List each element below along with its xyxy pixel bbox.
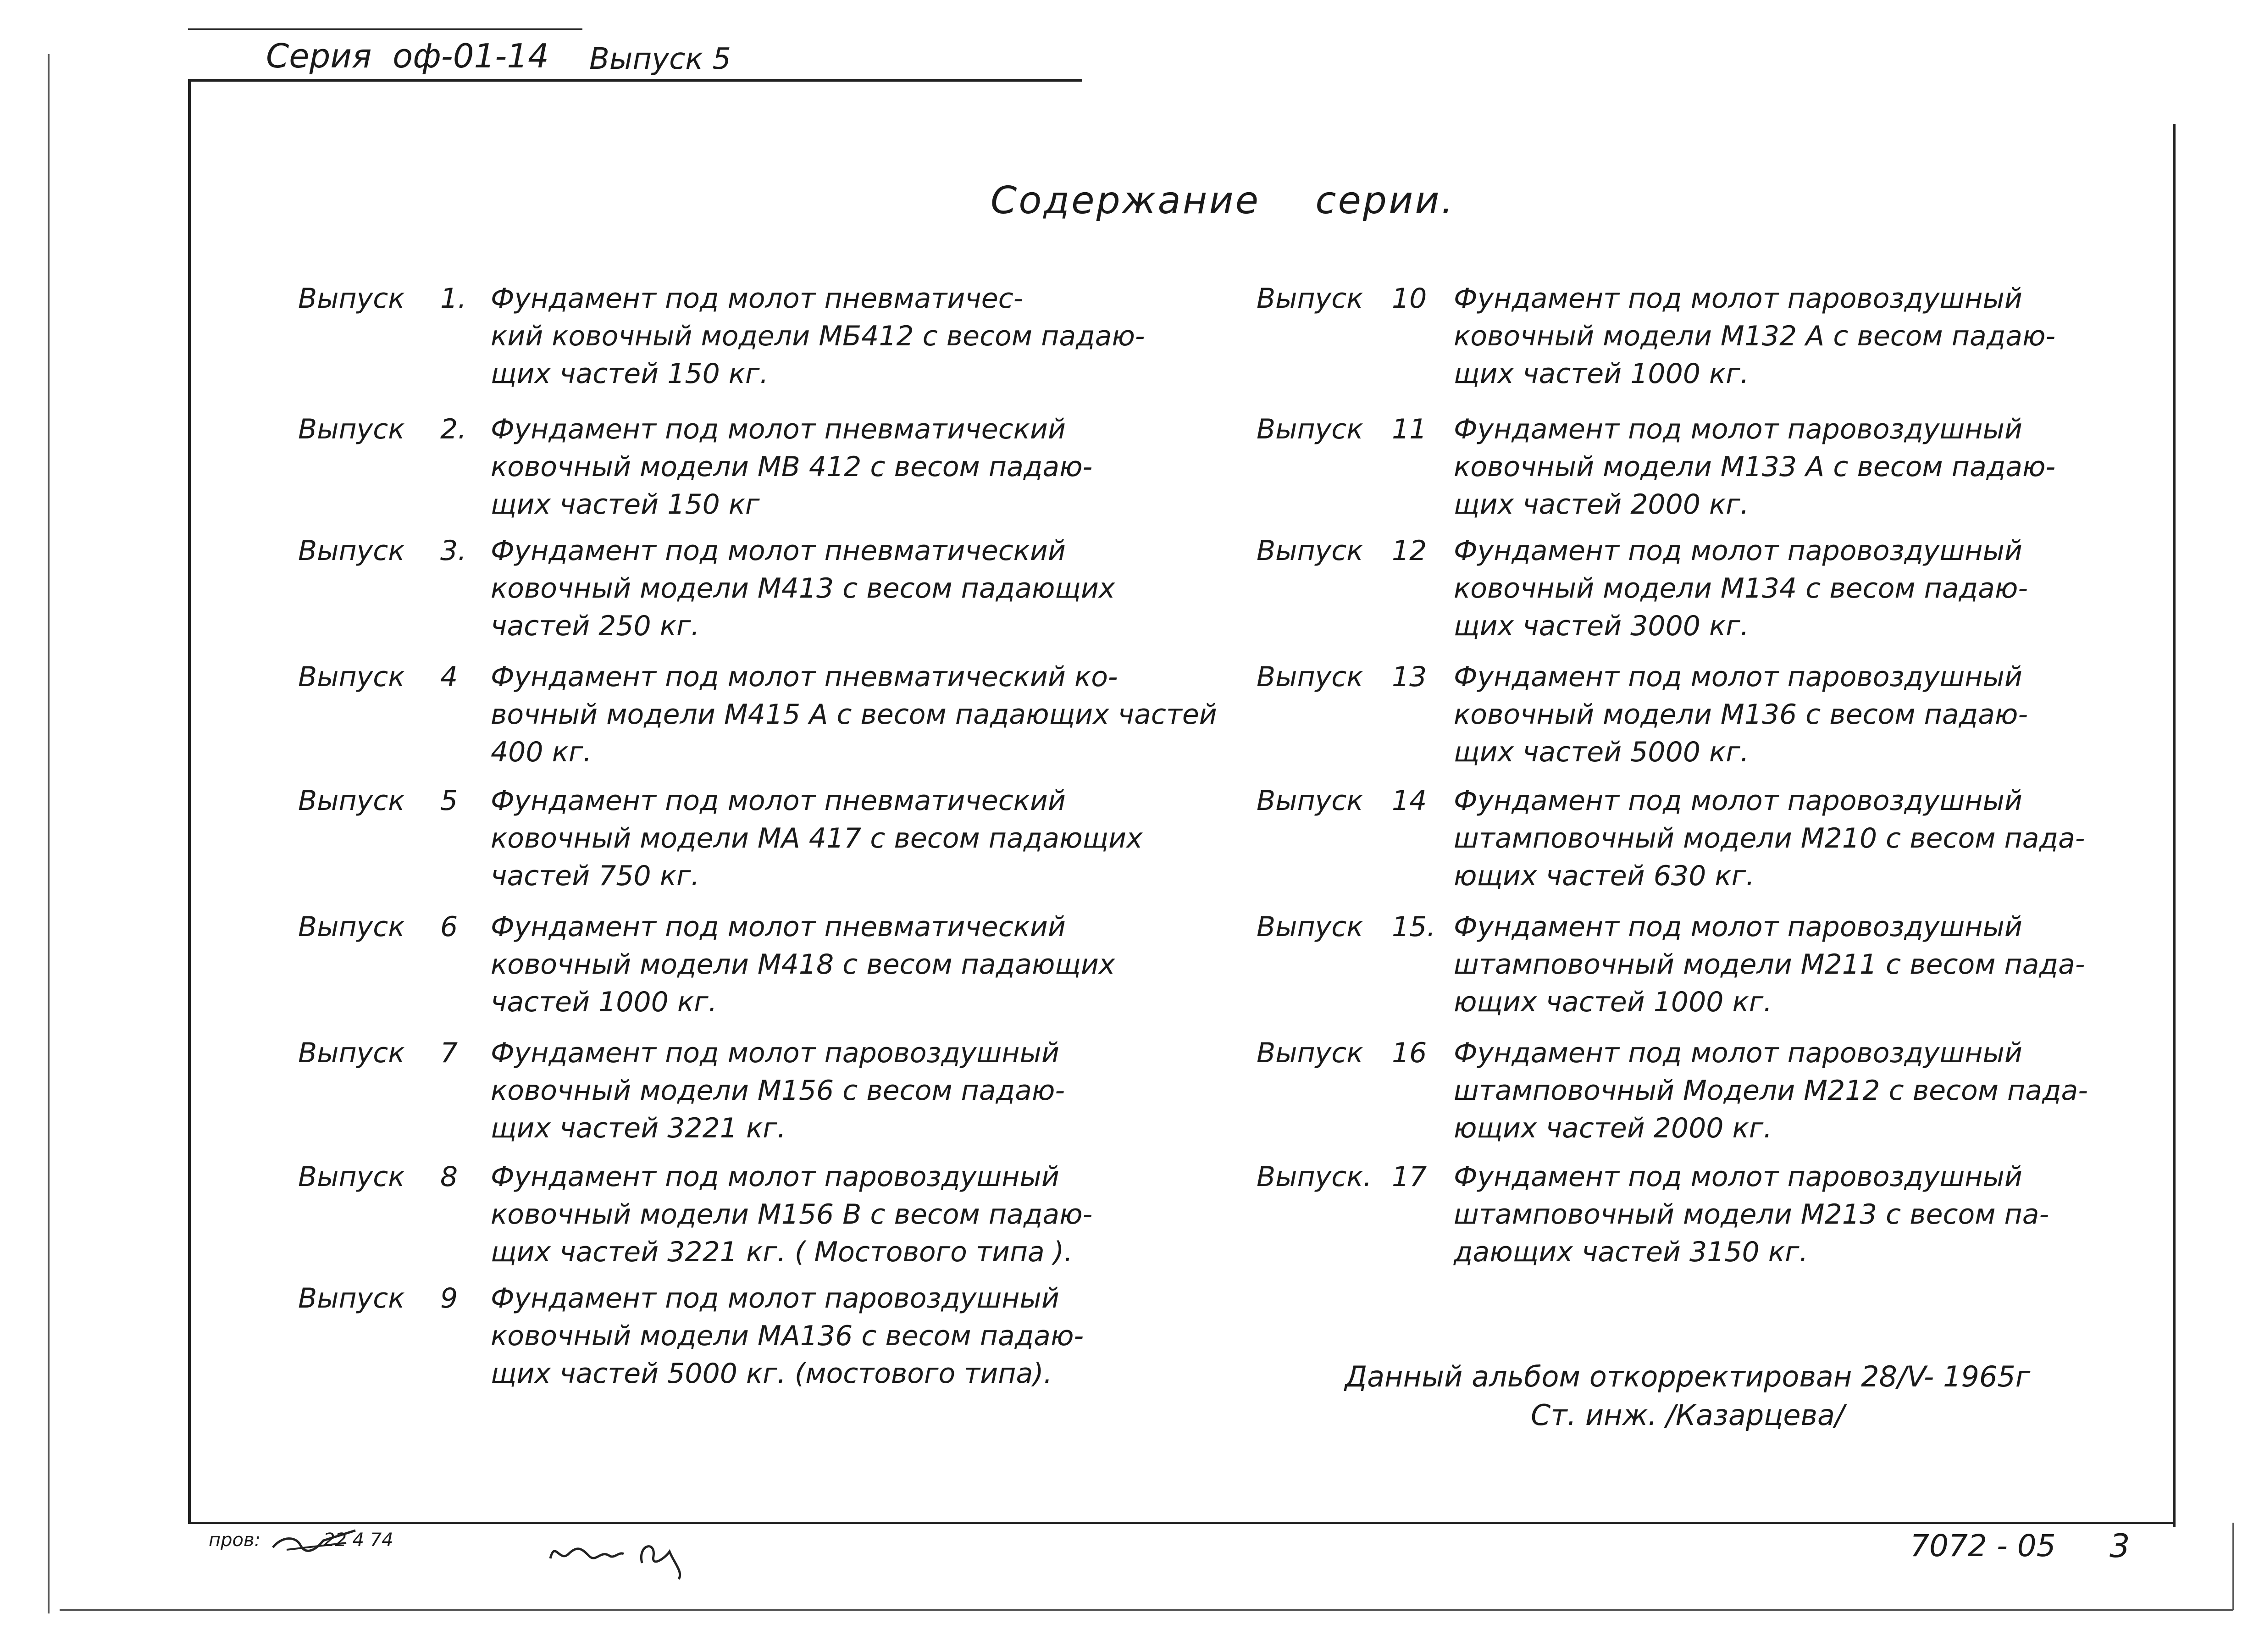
engineer-signature-line: Ст. инж. /Казарцева/ (1531, 1398, 1844, 1432)
entry-number: 15. (1392, 911, 1436, 943)
entry-description (491, 532, 1115, 645)
entry-number: 12 (1392, 535, 1427, 567)
entry-description (1454, 782, 2085, 895)
entry-description-line: щих частей 1000 кг. (1454, 358, 1749, 390)
entry-description-line: частей 1000 кг. (491, 986, 717, 1018)
checked-date: 22 4 74 (323, 1530, 393, 1551)
entry-label: Выпуск (298, 911, 405, 943)
entry-description (491, 410, 1092, 523)
entry-number: 14 (1392, 785, 1427, 817)
entry-label: Выпуск (1257, 535, 1363, 567)
entry-description-line: Фундамент под молот паровоздушный (1454, 911, 2022, 943)
entry-label: Выпуск (1257, 283, 1363, 315)
entry-description (1454, 1158, 2049, 1271)
entry-description-line: ющих частей 2000 кг. (1454, 1112, 1772, 1144)
entry-description-line: Фундамент под молот паровоздушный (1454, 1161, 2022, 1193)
entry-description (491, 782, 1143, 895)
entry-label: Выпуск (1257, 785, 1363, 817)
entry-description (1454, 1034, 2088, 1147)
entry-label: Выпуск (1257, 1037, 1363, 1069)
entry-description-line: ковочный модели М156 с весом падаю- (491, 1075, 1065, 1107)
entry-description-line: щих частей 150 кг. (491, 358, 769, 390)
entry-description-line: ющих частей 630 кг. (1454, 860, 1755, 892)
entry-number: 7 (440, 1037, 458, 1069)
entry-description-line: щих частей 2000 кг. (1454, 488, 1749, 521)
entry-description-line: Фундамент под молот паровоздушный (1454, 1037, 2022, 1069)
entry-description (491, 1280, 1084, 1392)
entry-description-line: Фундамент под молот паровоздушный (1454, 283, 2022, 315)
entry-label: Выпуск (298, 413, 405, 445)
entry-description-line: Фундамент под молот пневматический (491, 535, 1066, 567)
checked-by-label: пров: (209, 1530, 261, 1551)
entry-label: Выпуск (1257, 413, 1363, 445)
entry-label: Выпуск (1257, 911, 1363, 943)
entry-label: Выпуск (298, 535, 405, 567)
entry-description (1454, 280, 2055, 393)
sheet-edge-right (2232, 1523, 2234, 1610)
entry-description-line: ющих частей 1000 кг. (1454, 986, 1772, 1018)
frame-top-border (188, 79, 1082, 82)
entry-description (1454, 908, 2085, 1021)
entry-label: Выпуск (298, 1282, 405, 1314)
entry-description (1454, 658, 2028, 771)
entry-number: 13 (1392, 661, 1427, 693)
entry-description-line: щих частей 3221 кг. (491, 1112, 786, 1144)
entry-description (491, 1158, 1092, 1271)
checked-by (209, 1530, 393, 1551)
entry-description-line: ковочный модели М136 с весом падаю- (1454, 698, 2028, 731)
archivist-signature-icon (546, 1531, 711, 1581)
entry-number: 4 (440, 661, 458, 693)
entry-number: 16 (1392, 1037, 1427, 1069)
entry-description-line: кий ковочный модели МБ412 с весом падаю- (491, 320, 1145, 352)
entry-number: 2. (440, 413, 467, 445)
entry-description-line: частей 750 кг. (491, 860, 700, 892)
entry-description-line: штамповочный Модели М212 с весом пада- (1454, 1075, 2088, 1107)
entry-description-line: щих частей 3221 кг. ( Мостового типа ). (491, 1236, 1073, 1268)
entry-description-line: щих частей 5000 кг. (1454, 736, 1749, 768)
entry-description-line: Фундамент под молот пневматический (491, 911, 1066, 943)
entry-label: Выпуск (298, 283, 405, 315)
entry-description-line: Фундамент под молот паровоздушный (491, 1161, 1059, 1193)
entry-description (1454, 410, 2055, 523)
entry-description-line: 400 кг. (491, 736, 592, 768)
entry-description-line: ковочный модели М156 В с весом падаю- (491, 1198, 1093, 1231)
correction-note (1312, 1358, 2064, 1435)
entry-description-line: ковочный модели МВ 412 с весом падаю- (491, 451, 1093, 483)
entry-description-line: вочный модели М415 А с весом падающих частей (491, 698, 1217, 731)
entry-number: 17 (1392, 1161, 1427, 1193)
frame-bottom-border (188, 1522, 2176, 1524)
document-code: 7072 - 05 (1910, 1528, 2056, 1563)
entry-description-line: ковочный модели МА136 с весом падаю- (491, 1320, 1084, 1352)
frame-left-border (188, 79, 191, 1524)
entry-description-line: штамповочный модели М210 с весом пада- (1454, 822, 2085, 854)
entry-label: Выпуск. (1257, 1161, 1372, 1193)
entry-label: Выпуск (298, 661, 405, 693)
entry-description-line: Фундамент под молот паровоздушный (491, 1282, 1059, 1314)
header-rule (188, 28, 582, 30)
entry-description-line: Фундамент под молот паровоздушный (1454, 661, 2022, 693)
entry-description-line: ковочный модели М132 А с весом падаю- (1454, 320, 2056, 352)
entry-number: 9 (440, 1282, 458, 1314)
entry-description-line: ковочный модели М134 с весом падаю- (1454, 572, 2028, 604)
entry-description-line: ковочный модели М133 А с весом падаю- (1454, 451, 2056, 483)
entry-label: Выпуск (298, 1037, 405, 1069)
entry-number: 6 (440, 911, 458, 943)
entry-number: 3. (440, 535, 467, 567)
sheet-edge-left (48, 54, 50, 1613)
correction-note-line: Данный альбом откорректирован 28/V- 1965г (1345, 1360, 2031, 1393)
entry-label: Выпуск (298, 1161, 405, 1193)
entry-description-line: штамповочный модели М213 с весом па- (1454, 1198, 2049, 1231)
entry-description-line: Фундамент под молот паровоздушный (491, 1037, 1059, 1069)
entry-number: 10 (1392, 283, 1427, 315)
entry-number: 11 (1392, 413, 1427, 445)
entry-description-line: ковочный модели МА 417 с весом падающих (491, 822, 1143, 854)
entry-description-line: щих частей 3000 кг. (1454, 610, 1749, 642)
entry-label: Выпуск (298, 785, 405, 817)
frame-right-border (2173, 124, 2176, 1527)
page-number: 3 (2110, 1527, 2130, 1565)
issue-number: Выпуск 5 (589, 42, 731, 76)
entry-description-line: Фундамент под молот паровоздушный (1454, 785, 2022, 817)
entry-description-line: щих частей 5000 кг. (мостового типа). (491, 1358, 1052, 1390)
entry-description-line: Фундамент под молот пневматический (491, 413, 1066, 445)
series-code: Серия оф-01-14 (266, 37, 549, 75)
entry-description-line: щих частей 150 кг (491, 488, 760, 521)
entry-description-line: Фундамент под молот паровоздушный (1454, 535, 2022, 567)
entry-number: 1. (440, 283, 467, 315)
entry-description-line: ковочный модели М413 с весом падающих (491, 572, 1115, 604)
entry-description-line: штамповочный модели М211 с весом пада- (1454, 948, 2085, 981)
entry-number: 5 (440, 785, 458, 817)
entry-description (491, 1034, 1065, 1147)
entry-description (491, 658, 1217, 771)
entry-description (491, 908, 1115, 1021)
entry-number: 8 (440, 1161, 458, 1193)
entry-description (1454, 532, 2028, 645)
entry-description-line: Фундамент под молот пневматический ко- (491, 661, 1118, 693)
entry-description-line: частей 250 кг. (491, 610, 700, 642)
entry-description-line: Фундамент под молот пневматичес- (491, 283, 1024, 315)
sheet-edge-bottom (60, 1609, 2233, 1611)
entry-description-line: дающих частей 3150 кг. (1454, 1236, 1808, 1268)
page-title: Содержание серии. (991, 179, 1455, 222)
entry-description-line: Фундамент под молот паровоздушный (1454, 413, 2022, 445)
entry-label: Выпуск (1257, 661, 1363, 693)
entry-description-line: ковочный модели М418 с весом падающих (491, 948, 1115, 981)
entry-description-line: Фундамент под молот пневматический (491, 785, 1066, 817)
entry-description (491, 280, 1145, 393)
